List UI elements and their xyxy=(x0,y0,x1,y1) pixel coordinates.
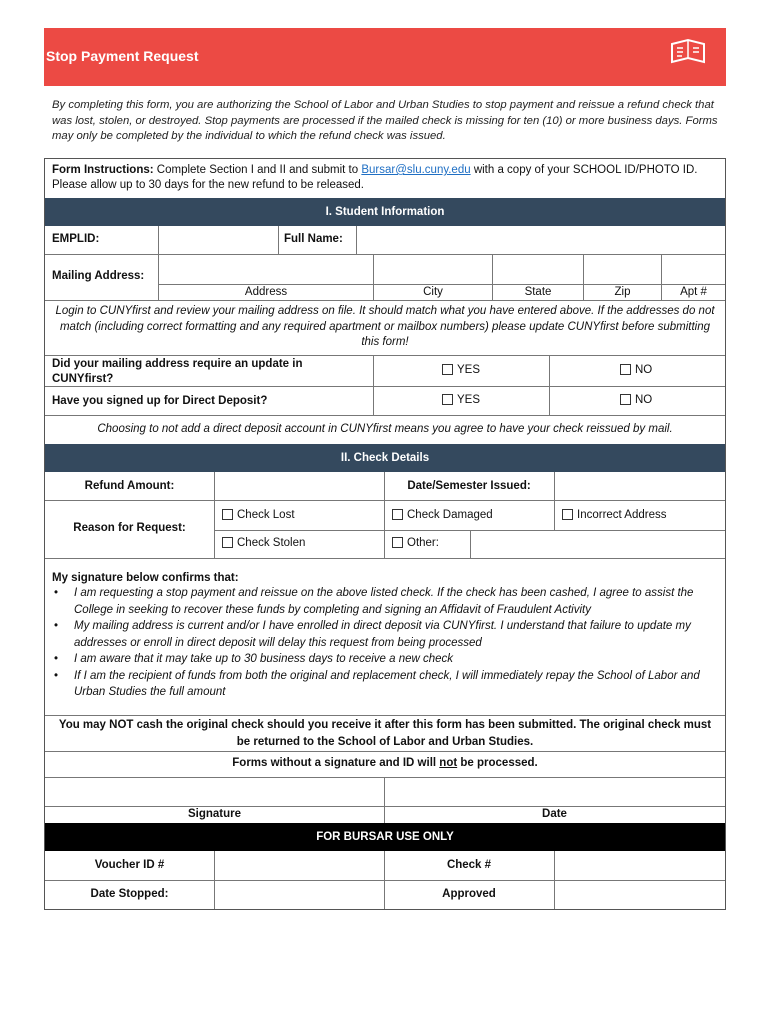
approved-input[interactable] xyxy=(555,881,724,908)
confirmation-list xyxy=(52,585,720,701)
confirmation-item: • I am requesting a stop payment and reissue on the above listed check. If the check has been cashed, I agree to assist the College in seeking to recover these funds by completing and signing an Affidavit of Fraudulent Activity xyxy=(74,585,720,618)
date-label: Date xyxy=(542,808,567,820)
check-number-input[interactable] xyxy=(555,852,724,879)
fullname-input[interactable] xyxy=(357,227,724,253)
original-check-warning: You may NOT cash the original check should you receive it after this form has been submitted. The original check must be returned to the School of Labor and Urban Studies. xyxy=(58,719,712,748)
q1-no-option[interactable] xyxy=(620,364,652,376)
instructions-text: Complete Section I and II and submit to xyxy=(153,164,362,176)
check-lost-checkbox[interactable] xyxy=(222,509,233,520)
refund-amount-label: Refund Amount: xyxy=(84,480,175,492)
instructions-label: Form Instructions: xyxy=(52,164,154,176)
q2-no-checkbox[interactable] xyxy=(620,394,631,405)
q2-yes-label: YES xyxy=(457,394,481,406)
reason-lost-option[interactable] xyxy=(222,509,295,521)
check-damaged-label: Check Damaged xyxy=(407,509,493,521)
date-stopped-input[interactable] xyxy=(215,881,383,908)
confirmation-title: My signature below confirms that: xyxy=(52,572,239,584)
intro-text: By completing this form, you are authorizing the School of Labor and Urban Studies to stop payment and reissue a refund check that was lost, stolen, or destroyed. Stop payments are processed if the mailed check is missing for ten (10) or more business days. Forms may only be completed by the individual to which the refund check was issued. xyxy=(52,99,718,142)
notice-emphasis: not xyxy=(439,757,458,769)
mailing-address-label: Mailing Address: xyxy=(52,270,145,282)
bursar-email-link[interactable]: Bursar@slu.cuny.edu xyxy=(361,164,471,176)
section-1-header: I. Student Information xyxy=(45,198,725,226)
confirmation-item: • I am aware that it may take up to 30 business days to receive a new check xyxy=(74,651,720,668)
date-issued-input[interactable] xyxy=(555,473,724,499)
state-caption: State xyxy=(524,286,552,298)
q1-no-label: NO xyxy=(635,364,653,376)
check-stolen-label: Check Stolen xyxy=(237,537,306,549)
other-label: Other: xyxy=(407,537,439,549)
confirmation-item: • If I am the recipient of funds from both the original and replacement check, I will immediately repay the School of Labor and Urban Studies the full amount xyxy=(74,668,720,701)
apt-caption: Apt # xyxy=(680,286,707,298)
signature-notice xyxy=(45,757,725,769)
q2-yes-option[interactable] xyxy=(442,394,480,406)
fullname-label: Full Name: xyxy=(284,233,343,245)
confirmation-item: • My mailing address is current and/or I have enrolled in direct deposit via CUNYfirst. I understand that failure to update my addresses or enroll in direct deposit will delay this request from being processed xyxy=(74,618,720,651)
q1-no-checkbox[interactable] xyxy=(620,364,631,375)
check-damaged-checkbox[interactable] xyxy=(392,509,403,520)
voucher-id-label: Voucher ID # xyxy=(94,859,165,871)
incorrect-address-label: Incorrect Address xyxy=(577,509,667,521)
check-stolen-checkbox[interactable] xyxy=(222,537,233,548)
state-input[interactable] xyxy=(493,255,582,283)
q1-address-update: Did your mailing address require an update in CUNYfirst? xyxy=(52,358,303,385)
emplid-input[interactable] xyxy=(159,227,277,253)
q1-yes-checkbox[interactable] xyxy=(442,364,453,375)
voucher-id-input[interactable] xyxy=(215,852,383,879)
other-reason-input[interactable] xyxy=(471,531,724,557)
incorrect-address-checkbox[interactable] xyxy=(562,509,573,520)
reason-other-option[interactable] xyxy=(392,537,439,549)
section-2-header: II. Check Details xyxy=(45,444,725,472)
signature-date-field[interactable] xyxy=(385,778,724,805)
login-note: Login to CUNYfirst and review your mailing address on file. It should match what you have entered above. If the addresses do not match (including correct formatting and any required apartment or mailbox numbers) please update CUNYfirst before submitting this form! xyxy=(55,305,715,348)
q2-no-option[interactable] xyxy=(620,394,652,406)
zip-input[interactable] xyxy=(584,255,660,283)
refund-amount-input[interactable] xyxy=(215,473,383,499)
check-number-label: Check # xyxy=(446,859,492,871)
q2-yes-checkbox[interactable] xyxy=(442,394,453,405)
form-header xyxy=(44,28,726,86)
q1-yes-label: YES xyxy=(457,364,481,376)
direct-deposit-note: Choosing to not add a direct deposit account in CUNYfirst means you agree to have your check reissued by mail. xyxy=(97,423,673,435)
approved-label: Approved xyxy=(442,888,496,900)
signature-field[interactable] xyxy=(46,778,383,805)
signature-label: Signature xyxy=(187,808,242,820)
date-issued-label: Date/Semester Issued: xyxy=(407,480,531,492)
other-checkbox[interactable] xyxy=(392,537,403,548)
reason-stolen-option[interactable] xyxy=(222,537,305,549)
address-caption: Address xyxy=(244,286,288,298)
form-instructions xyxy=(52,163,720,193)
q1-yes-option[interactable] xyxy=(442,364,480,376)
notice-text-end: be processed. xyxy=(457,757,538,769)
q2-no-label: NO xyxy=(635,394,653,406)
city-input[interactable] xyxy=(374,255,491,283)
q2-direct-deposit: Have you signed up for Direct Deposit? xyxy=(52,395,268,407)
date-stopped-label: Date Stopped: xyxy=(90,888,169,900)
form-title: Stop Payment Request xyxy=(46,48,199,64)
city-caption: City xyxy=(423,286,443,298)
zip-caption: Zip xyxy=(614,286,631,298)
reason-damaged-option[interactable] xyxy=(392,509,493,521)
address-input[interactable] xyxy=(159,255,372,283)
reason-address-option[interactable] xyxy=(562,509,666,521)
confirmation-block xyxy=(52,572,720,701)
bursar-header: FOR BURSAR USE ONLY xyxy=(45,823,725,851)
school-logo-icon xyxy=(668,38,708,66)
instructions-text-2: with a copy of your SCHOOL ID/PHOTO ID. Please allow up to 30 days for the new refund to be released. xyxy=(52,164,698,191)
notice-text: Forms without a signature and ID will xyxy=(232,757,440,769)
check-lost-label: Check Lost xyxy=(237,509,295,521)
reason-label: Reason for Request: xyxy=(73,522,186,534)
apt-input[interactable] xyxy=(662,255,724,283)
emplid-label: EMPLID: xyxy=(52,233,100,245)
